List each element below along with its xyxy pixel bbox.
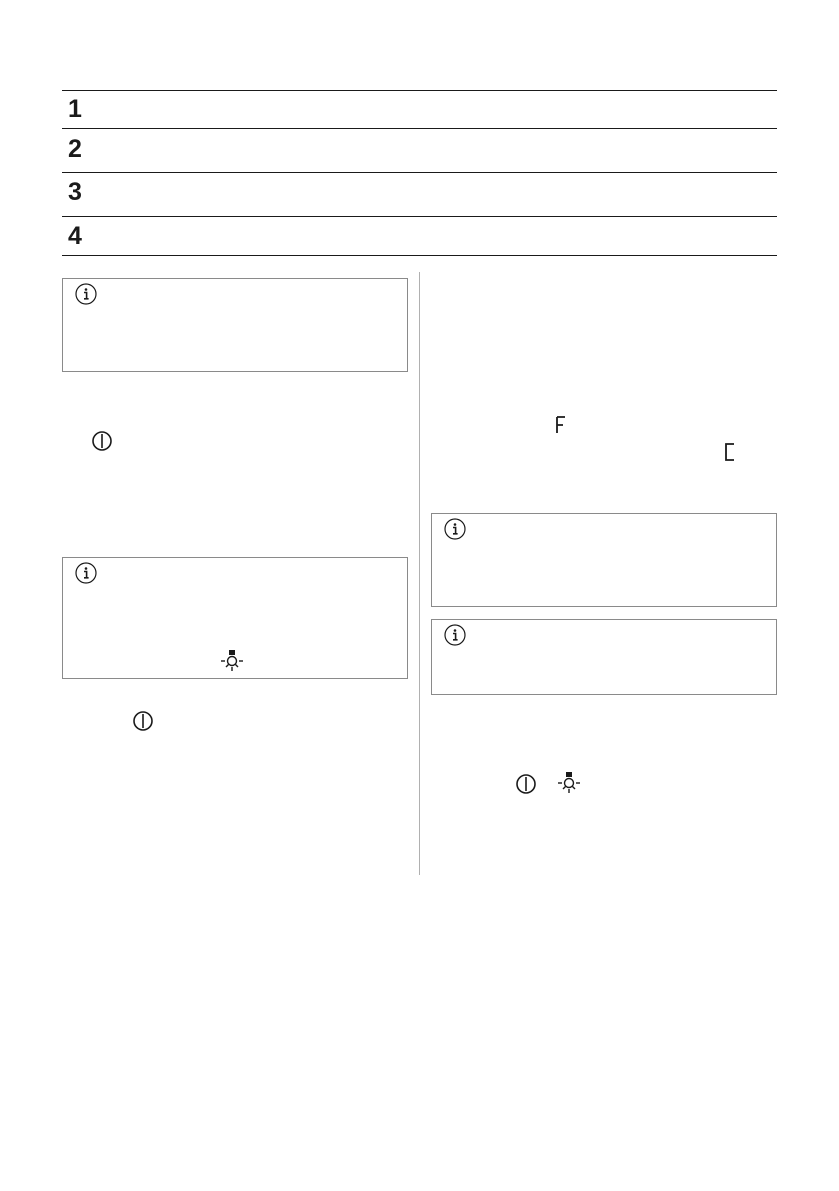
step-number-1: 1 [68, 95, 82, 123]
display-c-segment [724, 443, 736, 461]
step-number-3: 3 [68, 178, 82, 206]
info-note-box-1 [62, 278, 408, 372]
display-f-segment [555, 416, 567, 434]
on-off-icon [91, 430, 113, 452]
table-rule-2 [62, 172, 777, 173]
info-icon [75, 283, 97, 305]
info-icon [444, 518, 466, 540]
on-off-icon [132, 710, 154, 732]
table-rule-top [62, 90, 777, 91]
info-note-box-4 [431, 619, 777, 695]
info-icon [75, 562, 97, 584]
light-icon [220, 649, 244, 673]
on-off-icon [515, 773, 537, 795]
info-icon [444, 624, 466, 646]
table-rule-bottom [62, 255, 777, 256]
step-number-4: 4 [68, 222, 82, 250]
table-rule-3 [62, 216, 777, 217]
column-divider [419, 272, 420, 875]
step-number-2: 2 [68, 135, 82, 163]
table-rule-1 [62, 128, 777, 129]
info-note-box-3 [431, 513, 777, 607]
light-icon [557, 771, 581, 795]
info-note-box-2 [62, 557, 408, 679]
